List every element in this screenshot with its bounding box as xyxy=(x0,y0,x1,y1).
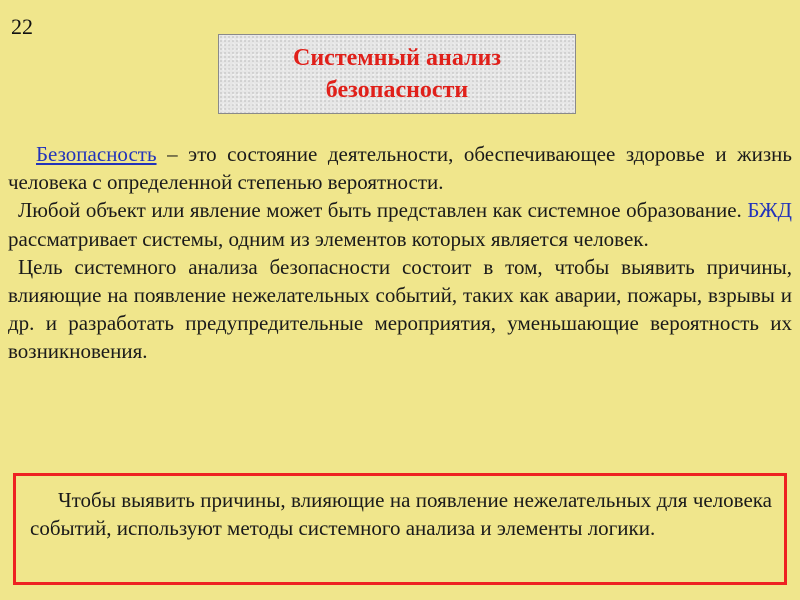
callout-box xyxy=(13,473,787,585)
slide-title: Системный анализ безопасности xyxy=(293,45,501,103)
term-safety-link[interactable]: Безопасность xyxy=(36,142,157,166)
term-bzhd: БЖД xyxy=(747,198,792,223)
paragraph-definition xyxy=(8,140,792,196)
system-text-before: Любой объект или явление может быть представлен как системное образование. xyxy=(18,198,748,223)
callout-text: Чтобы выявить причины, влияющие на появление нежелательных для человека событий, используют методы системного анализа и элементы логики. xyxy=(30,488,772,541)
system-text-after: рассматривает системы, одним из элементов которых является человек. xyxy=(8,226,649,251)
definition-text: – это состояние деятельности, обеспечивающее здоровье и жизнь человека с определенной степенью вероятности. xyxy=(8,142,792,195)
body-text xyxy=(8,140,792,366)
title-box xyxy=(218,34,576,114)
paragraph-system xyxy=(8,196,792,252)
slide-number: 22 xyxy=(11,14,33,39)
paragraph-goal: Цель системного анализа безопасности состоит в том, чтобы выявить причины, влияющие на появление нежелательных событий, таких как аварии, пожары, взрывы и др. и разработать предупредительные мероприятия, уменьшающие вероятность их возникновения. xyxy=(8,254,792,364)
